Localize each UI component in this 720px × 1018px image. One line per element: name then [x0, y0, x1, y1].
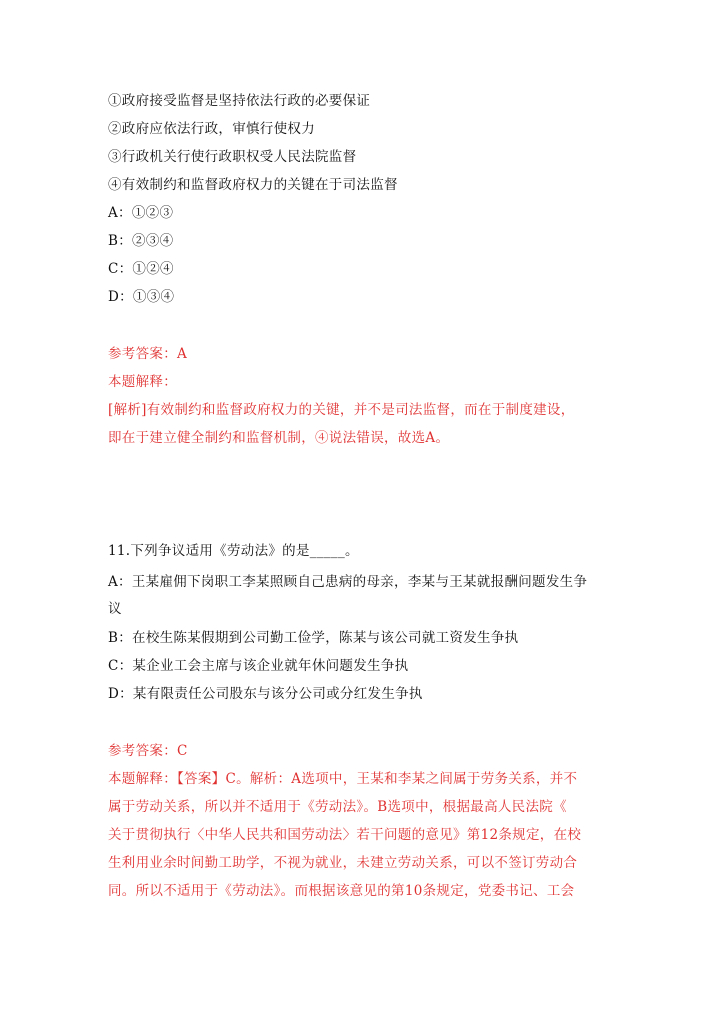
- q11-explanation-line-2: 属于劳动关系，所以并不适用于《劳动法》。B选项中，根据最高人民法院《: [108, 799, 567, 815]
- q11-option-a-cont: 议: [108, 601, 122, 617]
- answer: 参考答案：A: [108, 346, 188, 362]
- explanation-label: 本题解释：: [108, 374, 177, 390]
- option-c: C：①②④: [108, 261, 174, 277]
- q11-explanation-line-1: 本题解释：【答案】C。解析：A选项中，王某和李某之间属于劳务关系，并不: [108, 771, 578, 787]
- q11-explanation-line-4: 生利用业余时间勤工助学，不视为就业，未建立劳动关系，可以不签订劳动合: [108, 855, 578, 871]
- q11-explanation-line-5: 同。所以不适用于《劳动法》。而根据该意见的第10条规定，党委书记、工会: [108, 883, 575, 899]
- option-d: D：①③④: [108, 289, 175, 305]
- q11-option-c: C：某企业工会主席与该企业就年休问题发生争执: [108, 658, 409, 674]
- q11-answer: 参考答案：C: [108, 743, 188, 759]
- q11-option-b: B：在校生陈某假期到公司勤工俭学，陈某与该公司就工资发生争执: [108, 630, 519, 646]
- statement-4: ④有效制约和监督政府权力的关键在于司法监督: [108, 177, 398, 193]
- explanation-line-2: 即在于建立健全制约和监督机制，④说法错误，故选A。: [108, 430, 450, 446]
- statement-1: ①政府接受监督是坚持依法行政的必要保证: [108, 93, 371, 109]
- q11-explanation-line-3: 关于贯彻执行〈中华人民共和国劳动法〉若干问题的意见》第12条规定，在校: [108, 827, 582, 843]
- explanation-line-1: [解析]有效制约和监督政府权力的关键，并不是司法监督，而在于制度建设，: [108, 402, 575, 418]
- q11-option-a: A：王某雇佣下岗职工李某照顾自己患病的母亲，李某与王某就报酬问题发生争: [108, 574, 588, 590]
- q11-option-d: D：某有限责任公司股东与该分公司或分红发生争执: [108, 686, 423, 702]
- question-11: 11.下列争议适用《劳动法》的是_____。: [108, 543, 359, 559]
- statement-2: ②政府应依法行政，审慎行使权力: [108, 121, 315, 137]
- option-b: B：②③④: [108, 233, 174, 249]
- option-a: A：①②③: [108, 205, 174, 221]
- statement-3: ③行政机关行使行政职权受人民法院监督: [108, 149, 357, 165]
